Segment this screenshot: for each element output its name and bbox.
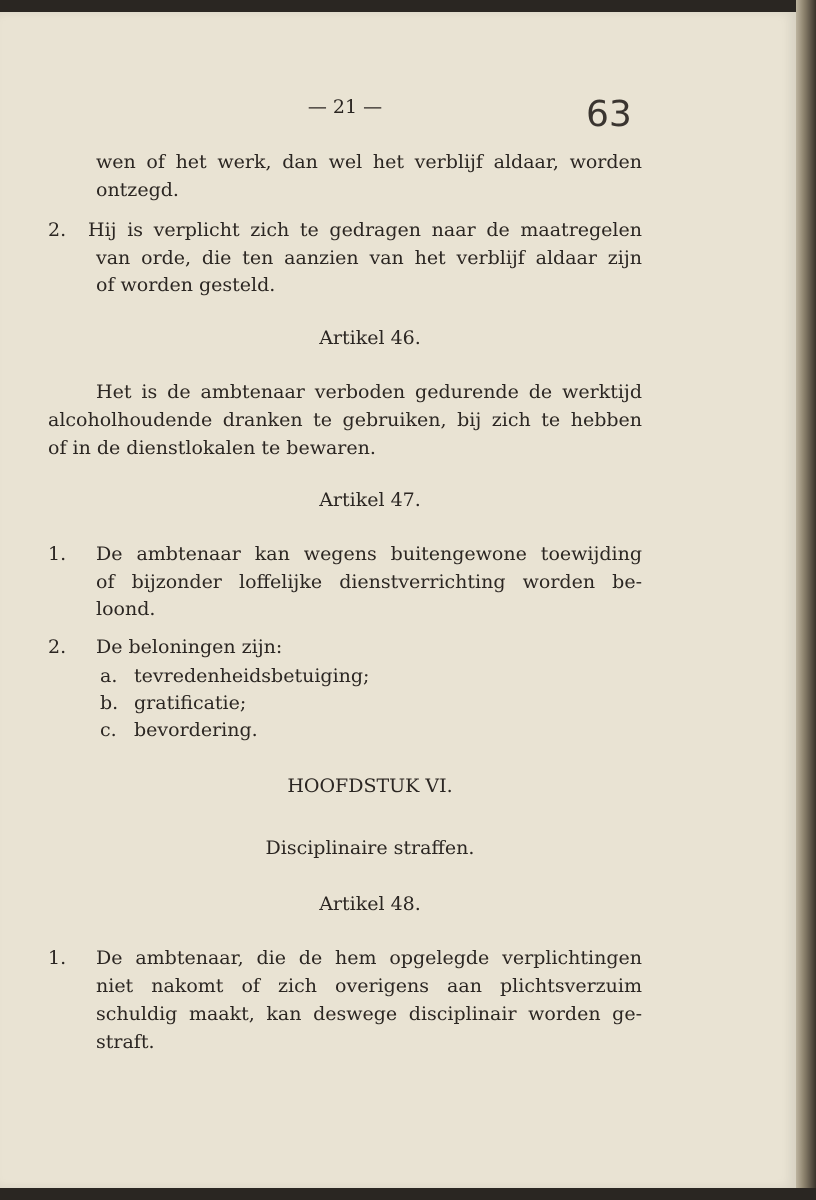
- chapter-heading: HOOFDSTUK VI.: [287, 775, 453, 797]
- sub-list-marker: a.: [100, 665, 118, 687]
- text-line: straft.: [96, 1031, 155, 1053]
- text-line: niet nakomt of zich overigens aan plichtsverzuim: [96, 975, 642, 997]
- sub-list-marker: b.: [100, 692, 119, 714]
- text-line: De ambtenaar, die de hem opgelegde verplichtingen: [96, 947, 642, 969]
- text-line: alcoholhoudende dranken te gebruiken, bij zich te hebben: [48, 409, 642, 431]
- chapter-subtitle: Disciplinaire straffen.: [265, 837, 475, 859]
- page-number: — 21 —: [307, 96, 383, 118]
- folio-number: 63: [586, 94, 632, 135]
- text-line: tevredenheidsbetuiging;: [134, 665, 370, 687]
- text-line: of worden gesteld.: [96, 274, 276, 296]
- text-line: van orde, die ten aanzien van het verblijf aldaar zijn: [96, 247, 642, 269]
- text-line: bevordering.: [134, 719, 258, 741]
- list-marker: 1.: [48, 947, 67, 969]
- sub-list-marker: c.: [100, 719, 117, 741]
- text-line: De ambtenaar kan wegens buitengewone toewijding: [96, 543, 642, 565]
- text-line: of in de dienstlokalen te bewaren.: [48, 437, 376, 459]
- text-line: De beloningen zijn:: [96, 636, 283, 658]
- list-marker: 1.: [48, 543, 67, 565]
- article-heading: Artikel 48.: [319, 893, 421, 915]
- text-line: Hij is verplicht zich te gedragen naar de maatregelen: [88, 219, 642, 241]
- text-line: wen of het werk, dan wel het verblijf aldaar, worden: [96, 151, 642, 173]
- text-line: Het is de ambtenaar verboden gedurende de werktijd: [96, 381, 642, 403]
- list-marker: 2.: [48, 219, 67, 241]
- article-heading: Artikel 47.: [319, 489, 421, 511]
- list-marker: 2.: [48, 636, 67, 658]
- text-line: schuldig maakt, kan deswege disciplinair worden ge-: [96, 1003, 642, 1025]
- text-line: of bijzonder loffelijke dienstverrichting worden be-: [96, 571, 642, 593]
- article-heading: Artikel 46.: [319, 327, 421, 349]
- page-bottom-edge: [0, 1188, 816, 1200]
- document-page: [0, 12, 796, 1188]
- text-line: ontzegd.: [96, 179, 179, 201]
- text-line: loond.: [96, 598, 156, 620]
- text-line: gratificatie;: [134, 692, 247, 714]
- page-edge: [796, 0, 816, 1200]
